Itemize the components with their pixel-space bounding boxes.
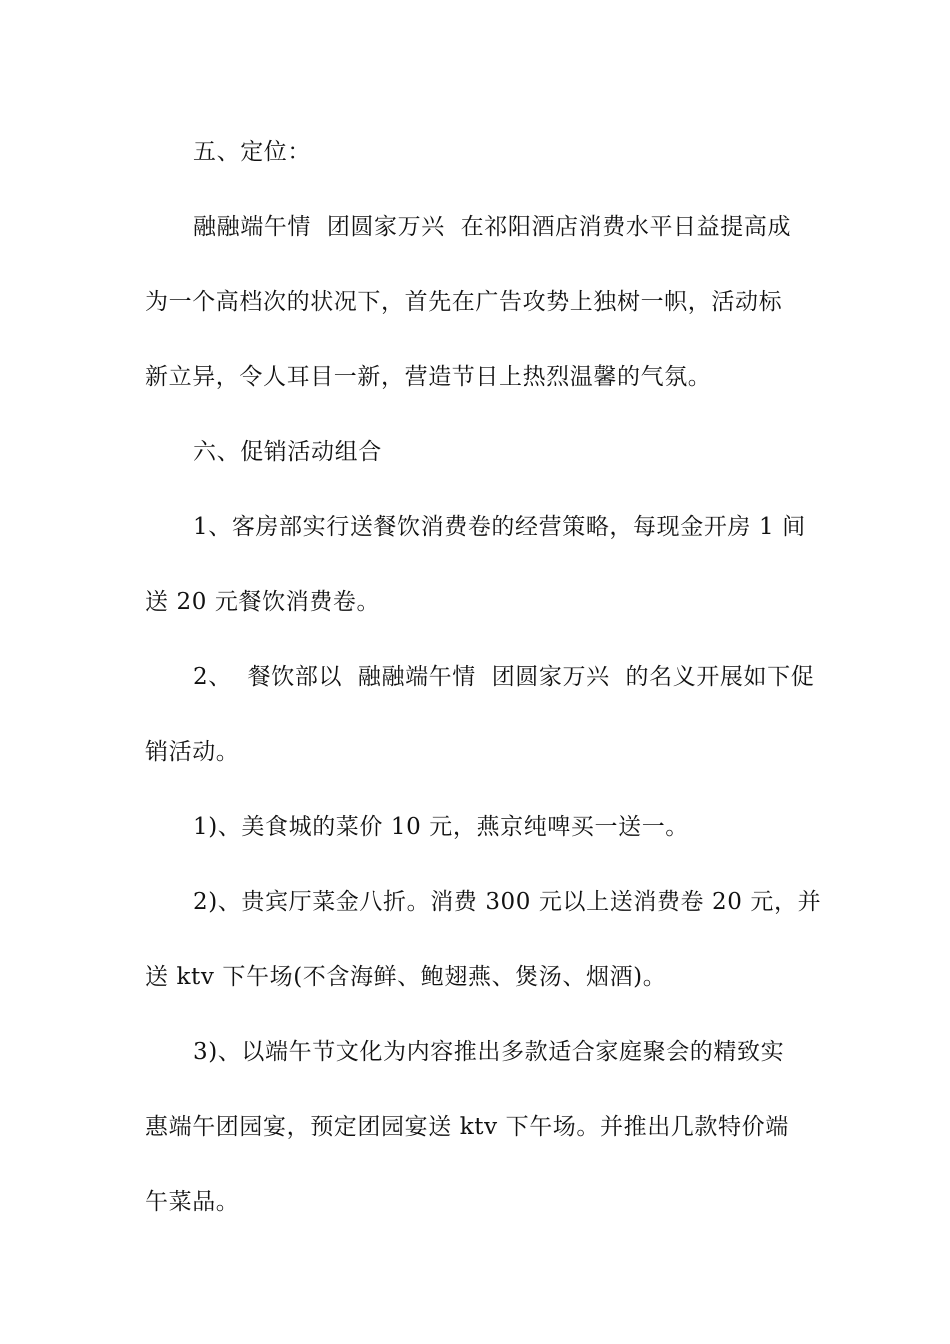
paragraph-line: 送 ktv 下午场(不含海鲜、鲍翅燕、煲汤、烟酒)。: [145, 964, 667, 990]
list-item: 2)、贵宾厅菜金八折。消费 300 元以上送消费卷 20 元，并: [193, 889, 822, 915]
paragraph-line: 销活动。: [145, 739, 240, 765]
paragraph-line: 午菜品。: [145, 1189, 240, 1215]
section-heading-promotion: 六、促销活动组合: [193, 439, 382, 465]
paragraph-line: 2、 餐饮部以 融融端午情 团圆家万兴 的名义开展如下促: [193, 664, 815, 690]
paragraph-line: 融融端午情 团圆家万兴 在祁阳酒店消费水平日益提高成: [193, 214, 792, 240]
list-item: 3)、以端午节文化为内容推出多款适合家庭聚会的精致实: [193, 1039, 785, 1065]
paragraph-line: 惠端午团园宴，预定团园宴送 ktv 下午场。并推出几款特价端: [145, 1114, 789, 1140]
paragraph-line: 送 20 元餐饮消费卷。: [145, 589, 381, 615]
paragraph-line: 为一个高档次的状况下，首先在广告攻势上独树一帜，活动标: [145, 289, 783, 315]
section-heading-positioning: 五、定位：: [193, 139, 311, 165]
paragraph-line: 1、客房部实行送餐饮消费卷的经营策略，每现金开房 1 间: [193, 514, 806, 540]
list-item: 1)、美食城的菜价 10 元，燕京纯啤买一送一。: [193, 814, 689, 840]
paragraph-line: 新立异，令人耳目一新，营造节日上热烈温馨的气氛。: [145, 364, 712, 390]
